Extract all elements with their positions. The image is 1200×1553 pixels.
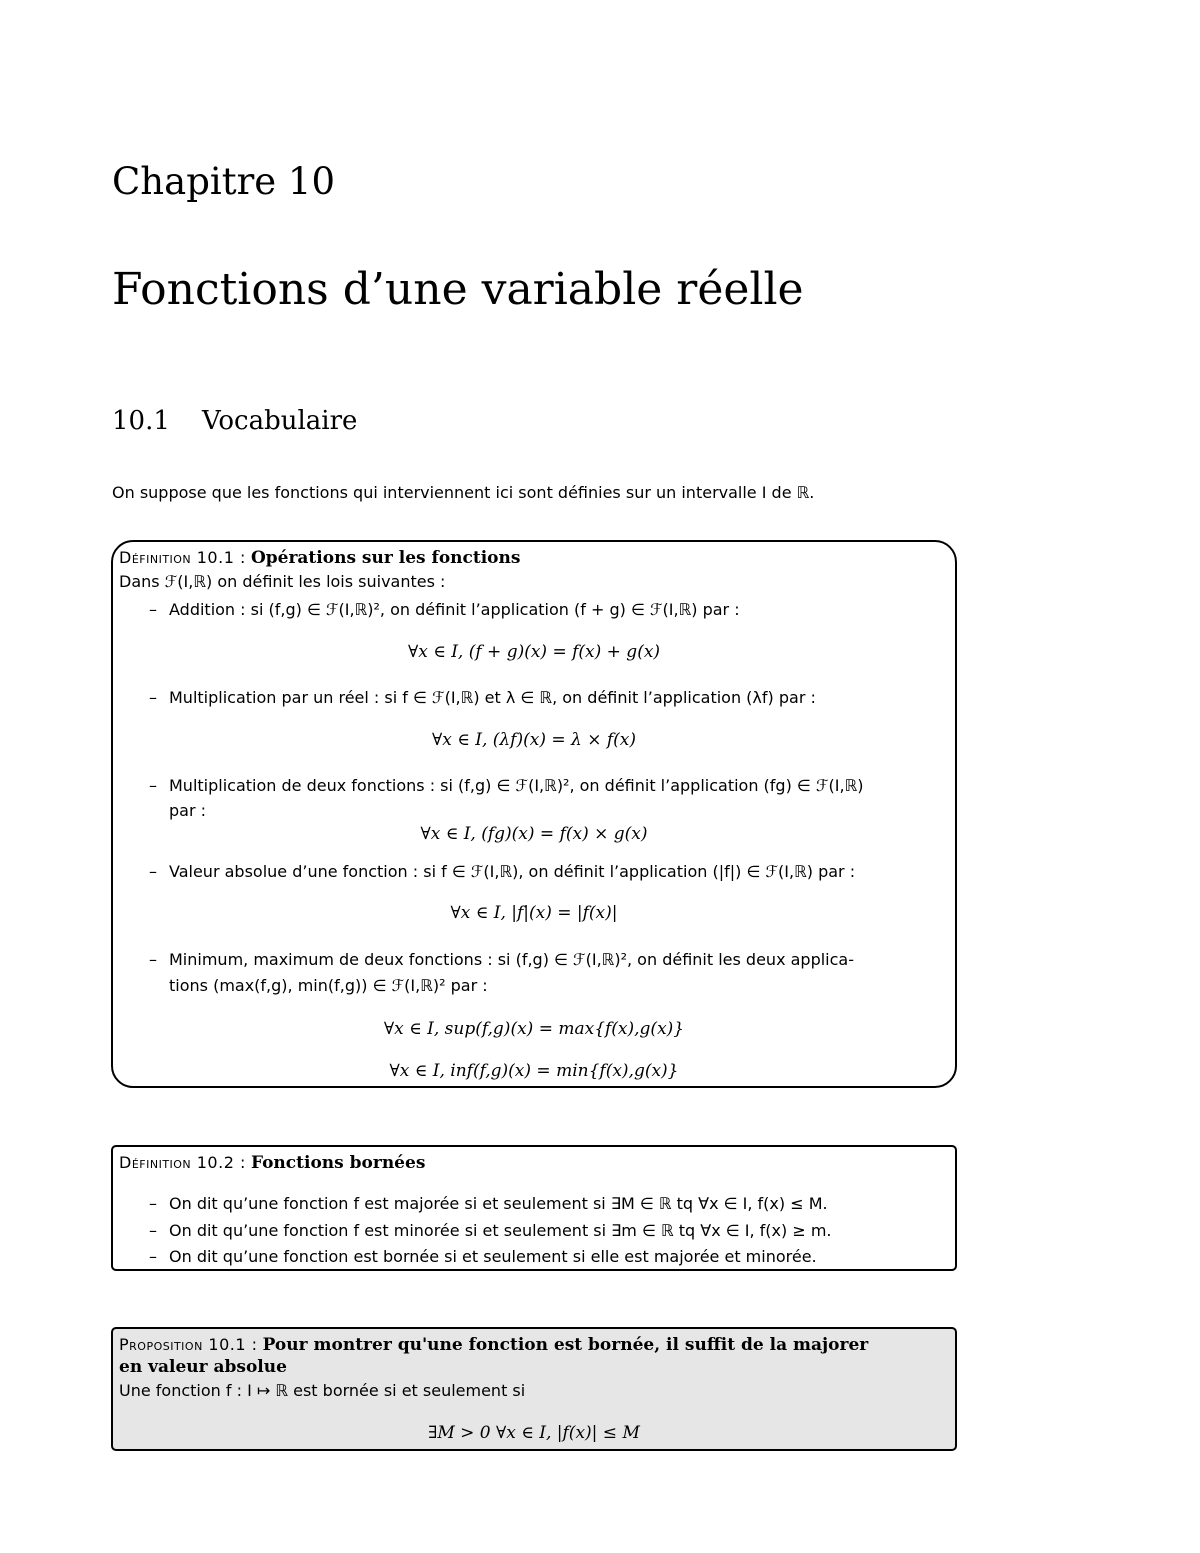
formula: ∀x ∈ I, (λf)(x) = λ × f(x) <box>432 730 636 750</box>
list-item-text: Minimum, maximum de deux fonctions : si (f,g) ∈ ℱ(I,ℝ)², on définit les deux applica- <box>169 950 854 969</box>
proposition-header <box>119 1335 868 1355</box>
definition-box-bounded <box>111 1145 957 1271</box>
intro-paragraph: On suppose que les fonctions qui interviennent ici sont définies sur un intervalle I de ℝ. <box>112 483 815 502</box>
list-item: On dit qu’une fonction f est minorée si et seulement si ∃m ∈ ℝ tq ∀x ∈ I, f(x) ≥ m. <box>169 1221 832 1240</box>
bullet: – <box>149 776 157 795</box>
definition-kind: Définition 10.1 : <box>119 548 246 567</box>
formula: ∀x ∈ I, (f + g)(x) = f(x) + g(x) <box>407 642 661 662</box>
bullet: – <box>149 950 157 969</box>
proposition-title-continued: en valeur absolue <box>119 1357 287 1377</box>
definition-title: Opérations sur les fonctions <box>250 548 521 568</box>
definition-box-operations <box>111 540 957 1088</box>
list-item-text-continued: par : <box>169 801 207 820</box>
chapter-title: Fonctions d’une variable réelle <box>112 264 804 315</box>
formula: ∀x ∈ I, sup(f,g)(x) = max{f(x),g(x)} <box>383 1019 685 1039</box>
bullet: – <box>149 1247 157 1266</box>
definition-header <box>119 548 520 568</box>
proposition-kind: Proposition 10.1 : <box>119 1335 258 1354</box>
section-title: Vocabulaire <box>202 406 358 436</box>
list-item-text-continued: tions (max(f,g), min(f,g)) ∈ ℱ(I,ℝ)² par : <box>169 976 488 995</box>
list-item-text: Addition : si (f,g) ∈ ℱ(I,ℝ)², on définit l’application (f + g) ∈ ℱ(I,ℝ) par : <box>169 600 740 619</box>
bullet: – <box>149 1221 157 1240</box>
bullet: – <box>149 688 157 707</box>
formula: ∃M > 0 ∀x ∈ I, |f(x)| ≤ M <box>428 1423 640 1443</box>
list-item-text: Valeur absolue d’une fonction : si f ∈ ℱ(I,ℝ), on définit l’application (|f|) ∈ ℱ(I,ℝ) par : <box>169 862 856 881</box>
proposition-box <box>111 1327 957 1451</box>
formula: ∀x ∈ I, |f|(x) = |f(x)| <box>450 903 618 923</box>
chapter-label: Chapitre 10 <box>112 160 336 203</box>
definition-title: Fonctions bornées <box>250 1153 426 1173</box>
formula: ∀x ∈ I, (fg)(x) = f(x) × g(x) <box>420 824 648 844</box>
bullet: – <box>149 862 157 881</box>
proposition-title: Pour montrer qu'une fonction est bornée, il suffit de la majorer <box>262 1335 869 1355</box>
section-number: 10.1 <box>112 406 170 436</box>
section-heading <box>112 406 357 436</box>
proposition-text: Une fonction f : I ↦ ℝ est bornée si et seulement si <box>119 1381 526 1400</box>
bullet: – <box>149 1194 157 1213</box>
definition-header <box>119 1153 425 1173</box>
list-item: On dit qu’une fonction est bornée si et seulement si elle est majorée et minorée. <box>169 1247 817 1266</box>
list-item-text: Multiplication par un réel : si f ∈ ℱ(I,ℝ) et λ ∈ ℝ, on définit l’application (λf) par : <box>169 688 816 707</box>
list-item-text: Multiplication de deux fonctions : si (f,g) ∈ ℱ(I,ℝ)², on définit l’application (fg) ∈ ℱ(I,ℝ) <box>169 776 864 795</box>
formula: ∀x ∈ I, inf(f,g)(x) = min{f(x),g(x)} <box>389 1061 679 1081</box>
bullet: – <box>149 600 157 619</box>
definition-lead: Dans ℱ(I,ℝ) on définit les lois suivantes : <box>119 572 446 591</box>
list-item: On dit qu’une fonction f est majorée si et seulement si ∃M ∈ ℝ tq ∀x ∈ I, f(x) ≤ M. <box>169 1194 828 1213</box>
definition-kind: Définition 10.2 : <box>119 1153 246 1172</box>
